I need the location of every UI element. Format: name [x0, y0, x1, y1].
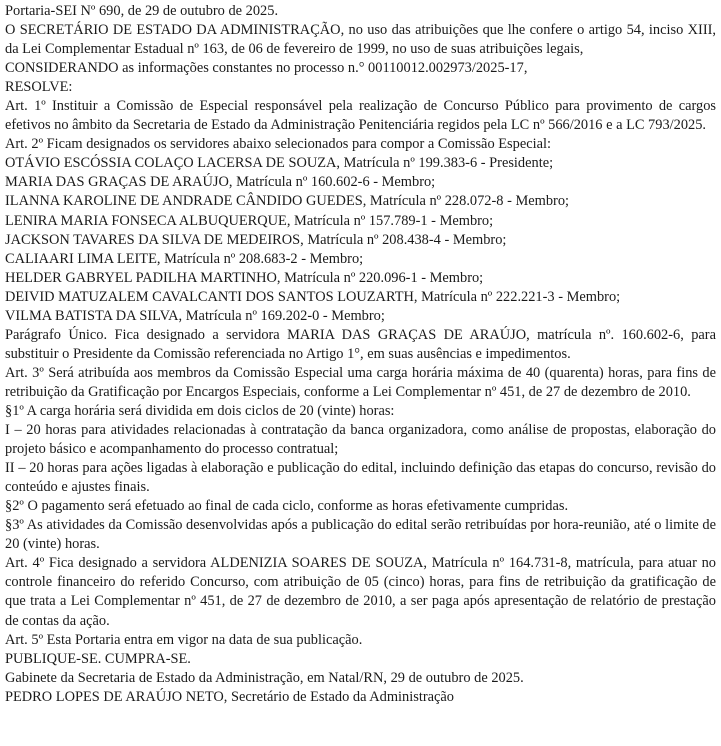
document-header: Portaria-SEI Nº 690, de 29 de outubro de 2025. [5, 3, 279, 19]
member-line: VILMA BATISTA DA SILVA, Matrícula nº 169.202-0 - Membro; [5, 307, 385, 324]
paragraph-1: §1º A carga horária será dividida em dois ciclos de 20 (vinte) horas: [5, 402, 395, 419]
publique-line: PUBLIQUE-SE. CUMPRA-SE. [5, 650, 191, 667]
paragraph-2: §2º O pagamento será efetuado ao final de cada ciclo, conforme as horas efetivamente cumpridas. [5, 498, 569, 515]
article-4: Art. 4º Fica designado a servidora ALDENIZIA SOARES DE SOUZA, Matrícula nº 164.731-8, matrícula, para atuar no controle financeiro do referido Concurso, com atribuição de 05 (cinco) horas, para fins de retribuição da gratificação de que trata a Lei Complementar nº 451, de 27 de dezembro de 2010, a ser paga após apresentação de relatório de prestação de contas da ação. [5, 555, 716, 629]
signature-line: PEDRO LOPES DE ARAÚJO NETO, Secretário de Estado da Administração [5, 688, 454, 705]
member-line: OTÁVIO ESCÓSSIA COLAÇO LACERSA DE SOUZA, Matrícula nº 199.383-6 - Presidente; [5, 155, 554, 172]
member-line: LENIRA MARIA FONSECA ALBUQUERQUE, Matrícula nº 157.789-1 - Membro; [5, 212, 494, 229]
inciso-2: II – 20 horas para ações ligadas à elaboração e publicação do edital, incluindo definição das etapas do concurso, revisão do conteúdo e ajustes finais. [5, 460, 716, 496]
portaria-document [5, 2, 716, 707]
member-line: MARIA DAS GRAÇAS DE ARAÚJO, Matrícula nº 160.602-6 - Membro; [5, 174, 436, 191]
member-line: CALIAARI LIMA LEITE, Matrícula nº 208.683-2 - Membro; [5, 250, 364, 267]
considerando-paragraph: CONSIDERANDO as informações constantes no processo n.° 00110012.002973/2025-17, [5, 60, 528, 77]
member-line: DEIVID MATUZALEM CAVALCANTI DOS SANTOS LOUZARTH, Matrícula nº 222.221-3 - Membro; [5, 288, 621, 305]
member-line: JACKSON TAVARES DA SILVA DE MEDEIROS, Matrícula nº 208.438-4 - Membro; [5, 231, 507, 248]
article-1: Art. 1º Instituir a Comissão de Especial responsável pela realização de Concurso Público para provimento de cargos efetivos no âmbito da Secretaria de Estado da Administração Penitenciária regidos pela LC nº 566/2016 e a LC 793/2025. [5, 98, 716, 134]
gabinete-line: Gabinete da Secretaria de Estado da Administração, em Natal/RN, 29 de outubro de 2025. [5, 669, 524, 686]
preamble-paragraph: O SECRETÁRIO DE ESTADO DA ADMINISTRAÇÃO, no uso das atribuições que lhe confere o artigo 54, inciso XIII, da Lei Complementar Estadual nº 163, de 06 de fevereiro de 1999, no uso de suas atribuições legais, [5, 22, 716, 58]
member-line: ILANNA KAROLINE DE ANDRADE CÂNDIDO GUEDES, Matrícula nº 228.072-8 - Membro; [5, 193, 570, 210]
inciso-1: I – 20 horas para atividades relacionadas à contratação da banca organizadora, como análise de propostas, elaboração do projeto básico e acompanhamento do processo contratual; [5, 422, 716, 458]
paragrafo-unico: Parágrafo Único. Fica designado a servidora MARIA DAS GRAÇAS DE ARAÚJO, matrícula nº. 160.602-6, para substituir o Presidente da Comissão referenciada no Artigo 1°, em suas ausências e impedimentos. [5, 326, 716, 362]
paragraph-3: §3º As atividades da Comissão desenvolvidas após a publicação do edital serão retribuídas por hora-reunião, até o limite de 20 (vinte) horas. [5, 517, 716, 553]
article-3: Art. 3º Será atribuída aos membros da Comissão Especial uma carga horária máxima de 40 (quarenta) horas, para fins de retribuição da Gratificação por Encargos Especiais, conforme a Lei Complementar nº 451, de 27 de dezembro de 2010. [5, 364, 716, 400]
resolve-label: RESOLVE: [5, 79, 73, 96]
article-5: Art. 5º Esta Portaria entra em vigor na data de sua publicação. [5, 631, 363, 648]
member-line: HELDER GABRYEL PADILHA MARTINHO, Matrícula nº 220.096-1 - Membro; [5, 269, 484, 286]
article-2: Art. 2º Ficam designados os servidores abaixo selecionados para compor a Comissão Especial: [5, 136, 551, 153]
